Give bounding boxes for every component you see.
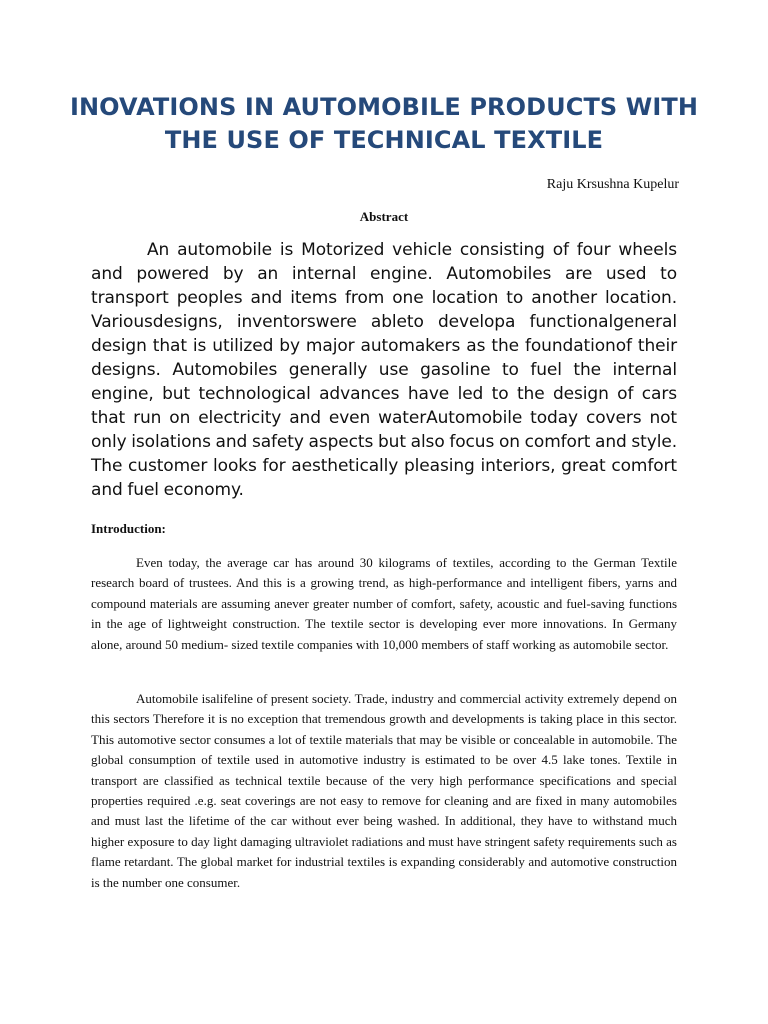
abstract-heading: Abstract bbox=[359, 209, 409, 224]
author-name: Raju Krsushna Kupelur bbox=[546, 177, 679, 192]
body-paragraph: Automobile isalifeline of present society. Trade, industry and commercial activity extremely depend on this sectors Therefore it is no exception that tremendous growth and developments is taking place in this sector. This automotive sector consumes a lot of textile materials that may be visible or concealable in automobile. The global consumption of textile used in automotive industry is estimated to be over 4.5 lake tones. Textile in transport are classified as technical textile because of the very high performance specifications and special properties required .e.g. seat coverings are not easy to remove for cleaning and are fixed in many automobiles and must last the lifetime of the car without ever being washed. In additional, they have to withstand much higher exposure to day light damaging ultraviolet radiations and must have stringent safety requirements such as flame retardant. The global market for industrial textiles is expanding considerably and automotive construction is the number one consumer. bbox=[91, 691, 677, 890]
introduction-heading: Introduction: bbox=[91, 521, 166, 536]
document-title: INOVATIONS IN AUTOMOBILE PRODUCTS WITH THE USE OF TECHNICAL TEXTILE bbox=[69, 93, 699, 154]
body-paragraph: Even today, the average car has around 30 kilograms of textiles, according to the German Textile research board of trustees. And this is a growing trend, as high-performance and intelligent fibers, yarns and compound materials are assuming anever greater number of comfort, safety, acoustic and fuel-saving functions in the age of lightweight construction. The textile sector is developing ever more innovations. In Germany alone, around 50 medium- sized textile companies with 10,000 members of staff working as automobile sector. bbox=[91, 555, 677, 652]
abstract-text: An automobile is Motorized vehicle consisting of four wheels and powered by an internal engine. Automobiles are used to transport peoples and items from one location to another location. Variousdesigns, inventorswere ableto developa functionalgeneral design that is utilized by major automakers as the foundationof their designs. Automobiles generally use gasoline to fuel the internal engine, but technological advances have led to the design of cars that run on electricity and even waterAutomobile today covers not only isolations and safety aspects but also focus on comfort and style. The customer looks for aesthetically pleasing interiors, great comfort and fuel economy. bbox=[91, 240, 677, 500]
